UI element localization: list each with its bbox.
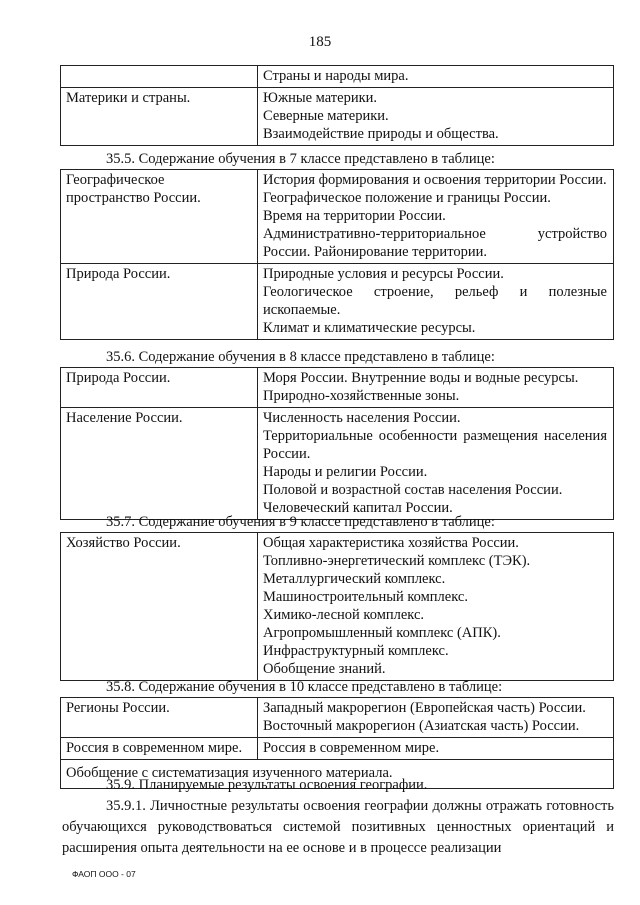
footer-doc-code: ФАОП ООО - 07 — [72, 869, 136, 879]
table-caption-grade-9: 35.7. Содержание обучения в 9 классе представлено в таблице: — [106, 514, 495, 530]
content-line: Численность населения России. — [263, 410, 461, 426]
content-line: Инфраструктурный комплекс. — [263, 643, 449, 659]
table-caption-grade-7: 35.5. Содержание обучения в 7 классе представлено в таблице: — [106, 151, 495, 167]
table-cell-content — [258, 698, 614, 738]
content-line: Россия в современном мире. — [263, 740, 440, 756]
paragraph-personal-results — [62, 796, 614, 859]
table-row — [61, 738, 614, 760]
content-line: Топливно-энергетический комплекс (ТЭК). — [263, 553, 531, 569]
content-line: Природные условия и ресурсы России. — [263, 266, 504, 282]
table-cell-topic: Материки и страны. — [61, 88, 258, 146]
content-line: История формирования и освоения территории России. — [263, 172, 607, 188]
content-line: Человеческий капитал России. — [263, 500, 453, 516]
table-cell-topic: Хозяйство России. — [61, 533, 258, 681]
table-cell-content — [258, 368, 614, 408]
content-line: Географическое положение и границы России. — [263, 190, 551, 206]
table-cell-topic: Географическое пространство России. — [61, 170, 258, 264]
content-line: Западный макрорегион (Европейская часть) России. — [263, 700, 586, 716]
content-line: Климат и климатические ресурсы. — [263, 320, 476, 336]
table-row — [61, 698, 614, 738]
table-grade-8 — [60, 367, 614, 520]
content-line: Страны и народы мира. — [263, 68, 409, 84]
table-cell-content — [258, 408, 614, 520]
table-cell-content — [258, 66, 614, 88]
content-line: Машиностроительный комплекс. — [263, 589, 468, 605]
content-line: Обобщение знаний. — [263, 661, 386, 677]
table-grade-9 — [60, 532, 614, 681]
table-cell-content — [258, 738, 614, 760]
table-row — [61, 368, 614, 408]
table-row — [61, 408, 614, 520]
content-line: Взаимодействие природы и общества. — [263, 126, 499, 142]
content-line: Моря России. Внутренние воды и водные ресурсы. — [263, 370, 579, 386]
table-row — [61, 66, 614, 88]
content-line: Химико-лесной комплекс. — [263, 607, 425, 623]
table-cell-topic — [61, 66, 258, 88]
table-continuation — [60, 65, 614, 146]
table-row — [61, 170, 614, 264]
table-caption-grade-8: 35.6. Содержание обучения в 8 классе представлено в таблице: — [106, 349, 495, 365]
table-cell-topic: Природа России. — [61, 368, 258, 408]
content-line: Территориальные особенности размещения населения России. — [263, 428, 607, 462]
content-line: Природно-хозяйственные зоны. — [263, 388, 460, 404]
table-cell-topic: Россия в современном мире. — [61, 738, 258, 760]
table-merged-cell: Обобщение с систематизация изученного материала. — [61, 760, 614, 789]
content-line: Агропромышленный комплекс (АПК). — [263, 625, 501, 641]
table-cell-content — [258, 533, 614, 681]
content-line: Восточный макрорегион (Азиатская часть) России. — [263, 718, 580, 734]
table-cell-topic: Регионы России. — [61, 698, 258, 738]
content-line: Геологическое строение, рельеф и полезные ископаемые. — [263, 284, 607, 318]
table-row — [61, 88, 614, 146]
content-line: Южные материки. — [263, 90, 378, 106]
page-number: 185 — [308, 34, 332, 50]
content-line: Время на территории России. — [263, 208, 446, 224]
content-line: Металлургический комплекс. — [263, 571, 446, 587]
content-line: Половой и возрастной состав населения России. — [263, 482, 563, 498]
section-heading-text: 35.9. Планируемые результаты освоения географии. — [106, 777, 428, 793]
content-line: Административно-территориальное устройство России. Районирование территории. — [263, 226, 607, 260]
table-row — [61, 533, 614, 681]
table-caption-grade-10: 35.8. Содержание обучения в 10 классе представлено в таблице: — [106, 679, 503, 695]
table-cell-content — [258, 264, 614, 340]
content-line: Народы и религии России. — [263, 464, 428, 480]
table-cell-topic: Население России. — [61, 408, 258, 520]
table-row — [61, 264, 614, 340]
content-line: Общая характеристика хозяйства России. — [263, 535, 519, 551]
table-cell-topic: Природа России. — [61, 264, 258, 340]
paragraph-text: 35.9.1. Личностные результаты освоения географии должны отражать готовность обучающихся руководствоваться системой позитивных ценностных ориентаций и расширения опыта деятельности на ее основе и в процессе реализации — [62, 798, 614, 856]
section-heading-results — [62, 775, 614, 796]
table-cell-content — [258, 88, 614, 146]
table-cell-content — [258, 170, 614, 264]
content-line: Северные материки. — [263, 108, 389, 124]
table-grade-7 — [60, 169, 614, 340]
